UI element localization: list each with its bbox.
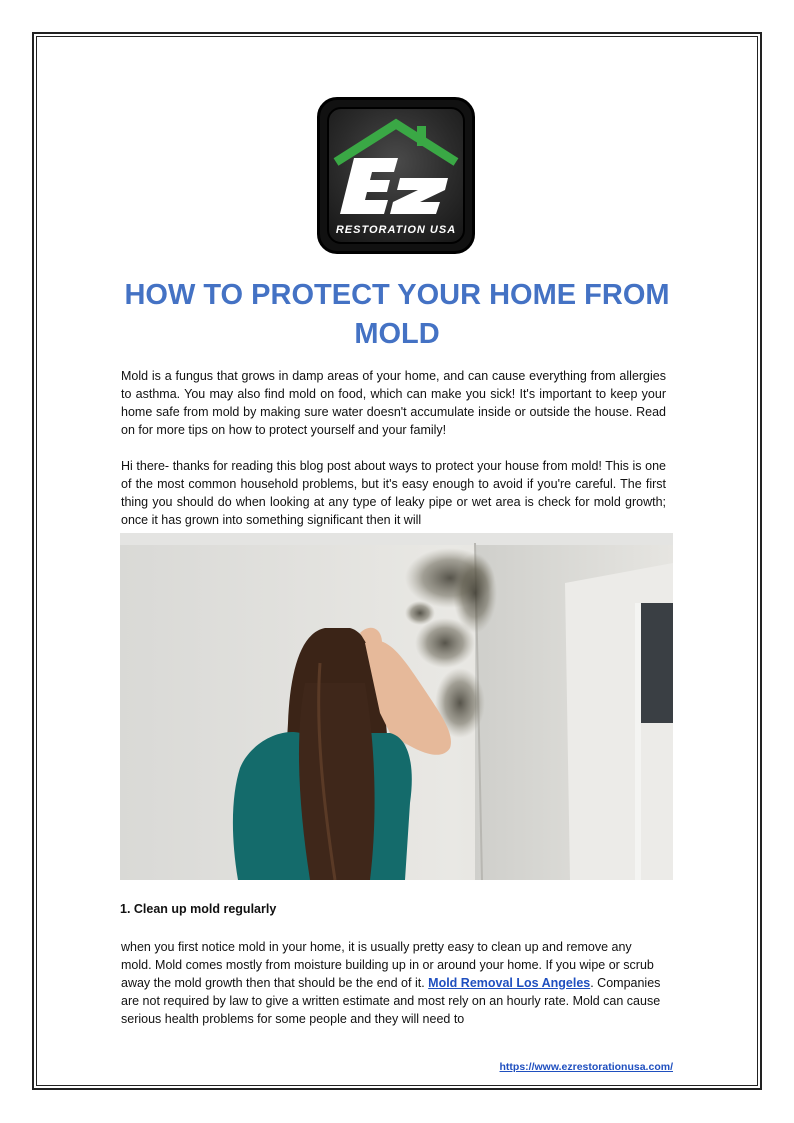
section-text-after-link: . Companies are not required by law to give a written estimate and most rely on an hourly rate. Mold can cause serious health problems for some people and they will need to (121, 976, 661, 1026)
second-paragraph: Hi there- thanks for reading this blog post about ways to protect your house from mold! This is one of the most common household problems, but it's easy enough to avoid if you're careful. The first thing you should do when looking at any type of leaky pipe or wet area is check for mold growth; once it has grown into something significant then it will (121, 459, 666, 527)
mold-removal-link[interactable]: Mold Removal Los Angeles (428, 976, 591, 990)
page-title: HOW TO PROTECT YOUR HOME FROM MOLD (124, 279, 670, 350)
section-text-before-link: when you first notice mold in your home, it is usually pretty easy to clean up and remove any mold. Mold comes mostly from moisture building up in or around your home. If you wipe or scrub away the mold growth then that should be the end of it. (121, 940, 654, 990)
ez-restoration-logo (317, 97, 475, 254)
intro-paragraph: Mold is a fungus that grows in damp areas of your home, and can cause everything from allergies to asthma. You may also find mold on food, which can make you sick! It's important to keep your home safe from mold by making sure water doesn't accumulate inside or outside the house. Read on for more tips on how to protect yourself and your family! (121, 369, 666, 437)
section-paragraph (121, 938, 661, 1028)
mold-wall-photo (120, 533, 673, 880)
section-heading-clean-mold: 1. Clean up mold regularly (120, 902, 277, 916)
logo-caption: RESTORATION USA (335, 224, 457, 236)
woman-looking-at-mold-image (120, 533, 673, 880)
footer-website-link[interactable]: https://www.ezrestorationusa.com/ (499, 1061, 673, 1073)
